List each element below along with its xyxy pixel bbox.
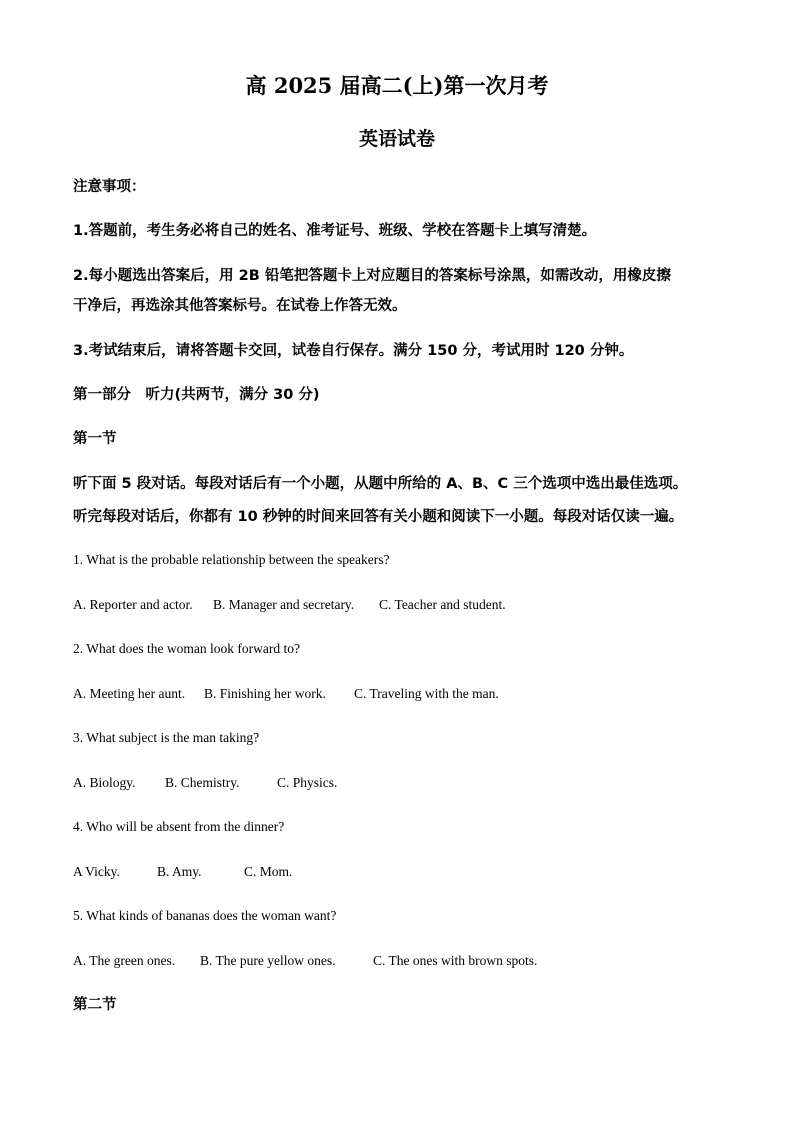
- question-1-options: [73, 596, 506, 614]
- question-3: 3. What subject is the man taking?: [73, 730, 260, 745]
- notice-item-2-line-1: 2.每小题选出答案后，用 2B 铅笔把答题卡上对应题目的答案标号涂黑，如需改动，用橡皮擦: [73, 268, 671, 284]
- question-3-options: [73, 774, 337, 792]
- question-1: 1. What is the probable relationship between the speakers?: [73, 552, 390, 567]
- option-c: C. Traveling with the man.: [354, 686, 499, 701]
- option-a: A. The green ones.: [73, 953, 176, 968]
- section1-heading: 第一节: [73, 431, 117, 447]
- option-b: B. Chemistry.: [165, 775, 240, 790]
- question-5: 5. What kinds of bananas does the woman want?: [73, 908, 337, 923]
- option-c: C. Physics.: [277, 775, 338, 790]
- option-b: B. Finishing her work.: [204, 686, 326, 701]
- exam-title: 高 2025 届高二(上)第一次月考: [245, 73, 549, 98]
- question-2-options: [73, 685, 499, 703]
- option-a: A. Reporter and actor.: [73, 597, 193, 612]
- option-c: C. The ones with brown spots.: [373, 953, 538, 968]
- section1-instruction-line-1: 听下面 5 段对话。每段对话后有一个小题，从题中所给的 A、B、C 三个选项中选出最佳选项。: [73, 476, 688, 492]
- section1-instruction-line-2: 听完每段对话后，你都有 10 秒钟的时间来回答有关小题和阅读下一小题。每段对话仅读一遍。: [73, 509, 684, 525]
- notice-item-1: 1.答题前，考生务必将自己的姓名、准考证号、班级、学校在答题卡上填写清楚。: [73, 223, 597, 239]
- option-a: A Vicky.: [73, 864, 120, 879]
- option-b: B. The pure yellow ones.: [200, 953, 336, 968]
- option-a: A. Biology.: [73, 775, 136, 790]
- exam-subtitle: 英语试卷: [358, 128, 435, 150]
- option-b: B. Manager and secretary.: [213, 597, 355, 612]
- section2-heading: 第二节: [73, 997, 117, 1013]
- part1-heading: 第一部分 听力(共两节，满分 30 分): [73, 387, 320, 403]
- option-a: A. Meeting her aunt.: [73, 686, 186, 701]
- notice-item-2-line-2: 干净后，再选涂其他答案标号。在试卷上作答无效。: [73, 298, 407, 314]
- question-5-options: [73, 952, 537, 970]
- question-4: 4. Who will be absent from the dinner?: [73, 819, 285, 834]
- question-2: 2. What does the woman look forward to?: [73, 641, 300, 656]
- option-c: C. Mom.: [244, 864, 293, 879]
- notice-item-3: 3.考试结束后，请将答题卡交回，试卷自行保存。满分 150 分，考试用时 120 分钟。: [73, 343, 634, 359]
- option-b: B. Amy.: [157, 864, 202, 879]
- option-c: C. Teacher and student.: [379, 597, 506, 612]
- question-4-options: [73, 863, 292, 881]
- notice-heading: 注意事项：: [73, 179, 146, 195]
